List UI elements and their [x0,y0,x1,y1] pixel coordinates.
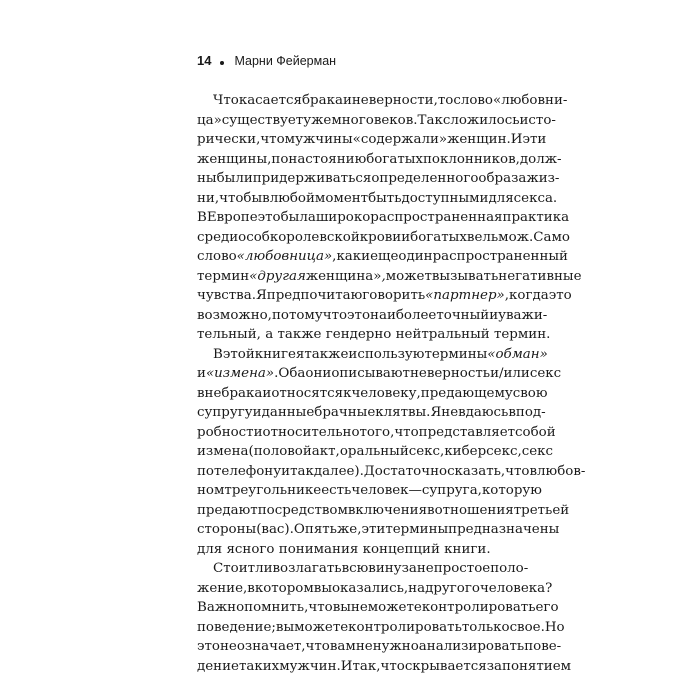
author-name: Марни Фейерман [234,53,337,68]
text-line: поведение; вы можете контролировать только свое. Но [197,619,565,635]
text-line: робности относительно того, что представляет собой [197,424,556,440]
text-line: ном треугольнике есть человек — супруга, которую [197,483,542,498]
text-line: рически, что мужчины «содержали» женщин. И эти [197,132,547,147]
text-line: стороны (вас). Опять же, эти термины предназначены [197,522,560,537]
text-line: дение таких мужчин. Итак, что скрывается за понятием [197,658,572,674]
text-line: термин «другая женщина», может вызывать негативные [197,268,582,284]
running-head [197,53,336,68]
text-line: Стоит ли возлагать всю вину за непростое поло- [213,561,529,576]
text-line: Что касается брака и неверности, то слово «любовни- [213,93,568,108]
text-line: вне брака и относятся к человеку, предающему свою [197,385,548,401]
page-number: 14 [197,53,212,68]
text-line: и «измена». Оба они описывают неверность и/или секс [197,366,562,381]
text-line: жение, в котором вы оказались, на другого человека? [197,580,553,596]
text-line: среди особ королевской крови и богатых вельмож. Само [197,229,570,245]
text-line: возможно, потому что это наиболее точный и уважи- [197,307,548,323]
text-line: тельный, а также гендерно нейтральный термин. [197,327,551,342]
header-bullet-separator [220,61,224,65]
text-line: по телефону и так далее). Достаточно сказать, что в любов- [197,463,586,479]
text-line: женщины, по настоянию богатых поклонников, долж- [197,151,562,167]
text-line: чувства. Я предпочитаю говорить «партнер», когда это [197,288,572,303]
text-line: для ясного понимания концепций книги. [197,541,491,557]
text-line: ни, чтобы в любой момент быть доступными для секса. [197,190,558,206]
text-line: В Европе это была широко распространенная практика [197,210,570,225]
text-line: это не означает, что вам не нужно анализировать пове- [197,639,562,654]
text-line: Важно помнить, что вы не можете контролировать его [197,600,559,615]
text-line: слово «любовница», как и еще один распространенный [197,249,568,264]
body-text [197,91,586,676]
text-line: измена (половой акт, оральный секс, киберсекс, секс [197,444,554,459]
text-line: предают посредством включения в отношения третьей [197,502,570,518]
text-line: супругу и данные брачные клятвы. Я не вдаюсь в под- [197,405,546,420]
text-line: В этой книге я также использую термины «обман» [213,346,548,362]
text-line: ца» существует уже много веков. Так сложилось исто- [197,112,556,128]
text-line: ны были придерживаться определенного образа жиз- [197,171,560,186]
